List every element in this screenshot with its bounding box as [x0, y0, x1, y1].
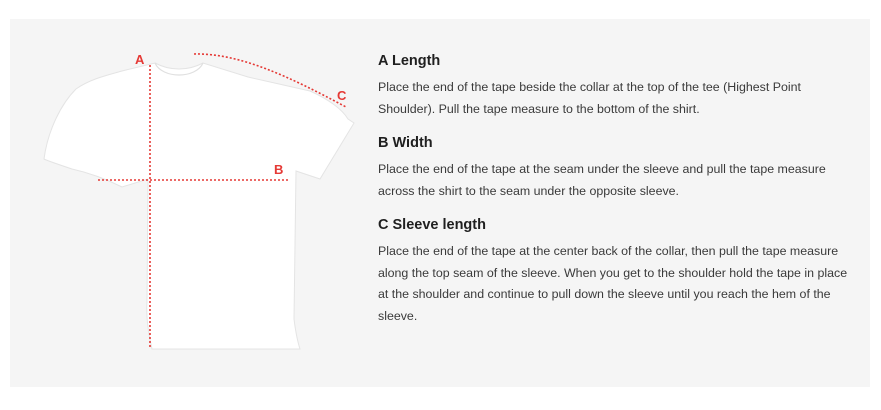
size-guide-panel — [10, 19, 870, 387]
section-body-width: Place the end of the tape at the seam under the sleeve and pull the tape measure across the shirt to the seam under the opposite sleeve. — [378, 162, 826, 198]
section-length — [378, 53, 848, 120]
section-body-sleeve-length: Place the end of the tape at the center back of the collar, then pull the tape measure along the top seam of the sleeve. When you get to the shoulder hold the tape in place at the shoulder and continue to pull down the sleeve until you reach the hem of the sleeve. — [378, 244, 848, 323]
tshirt-illustration — [10, 19, 370, 387]
section-body-length: Place the end of the tape beside the collar at the top of the tee (Highest Point Shoulder). Pull the tape measure to the bottom of the shirt. — [378, 80, 801, 116]
section-title-width: B Width — [378, 135, 433, 151]
marker-a: A — [135, 52, 145, 67]
tshirt-measurement-figure — [10, 19, 370, 387]
section-width — [378, 135, 848, 202]
tshirt-shape — [44, 63, 354, 349]
section-title-length: A Length — [378, 53, 441, 69]
measurement-instructions — [378, 53, 848, 342]
marker-b: B — [274, 162, 284, 177]
section-sleeve-length — [378, 217, 848, 327]
marker-c: C — [337, 88, 347, 103]
section-title-sleeve-length: C Sleeve length — [378, 217, 486, 233]
